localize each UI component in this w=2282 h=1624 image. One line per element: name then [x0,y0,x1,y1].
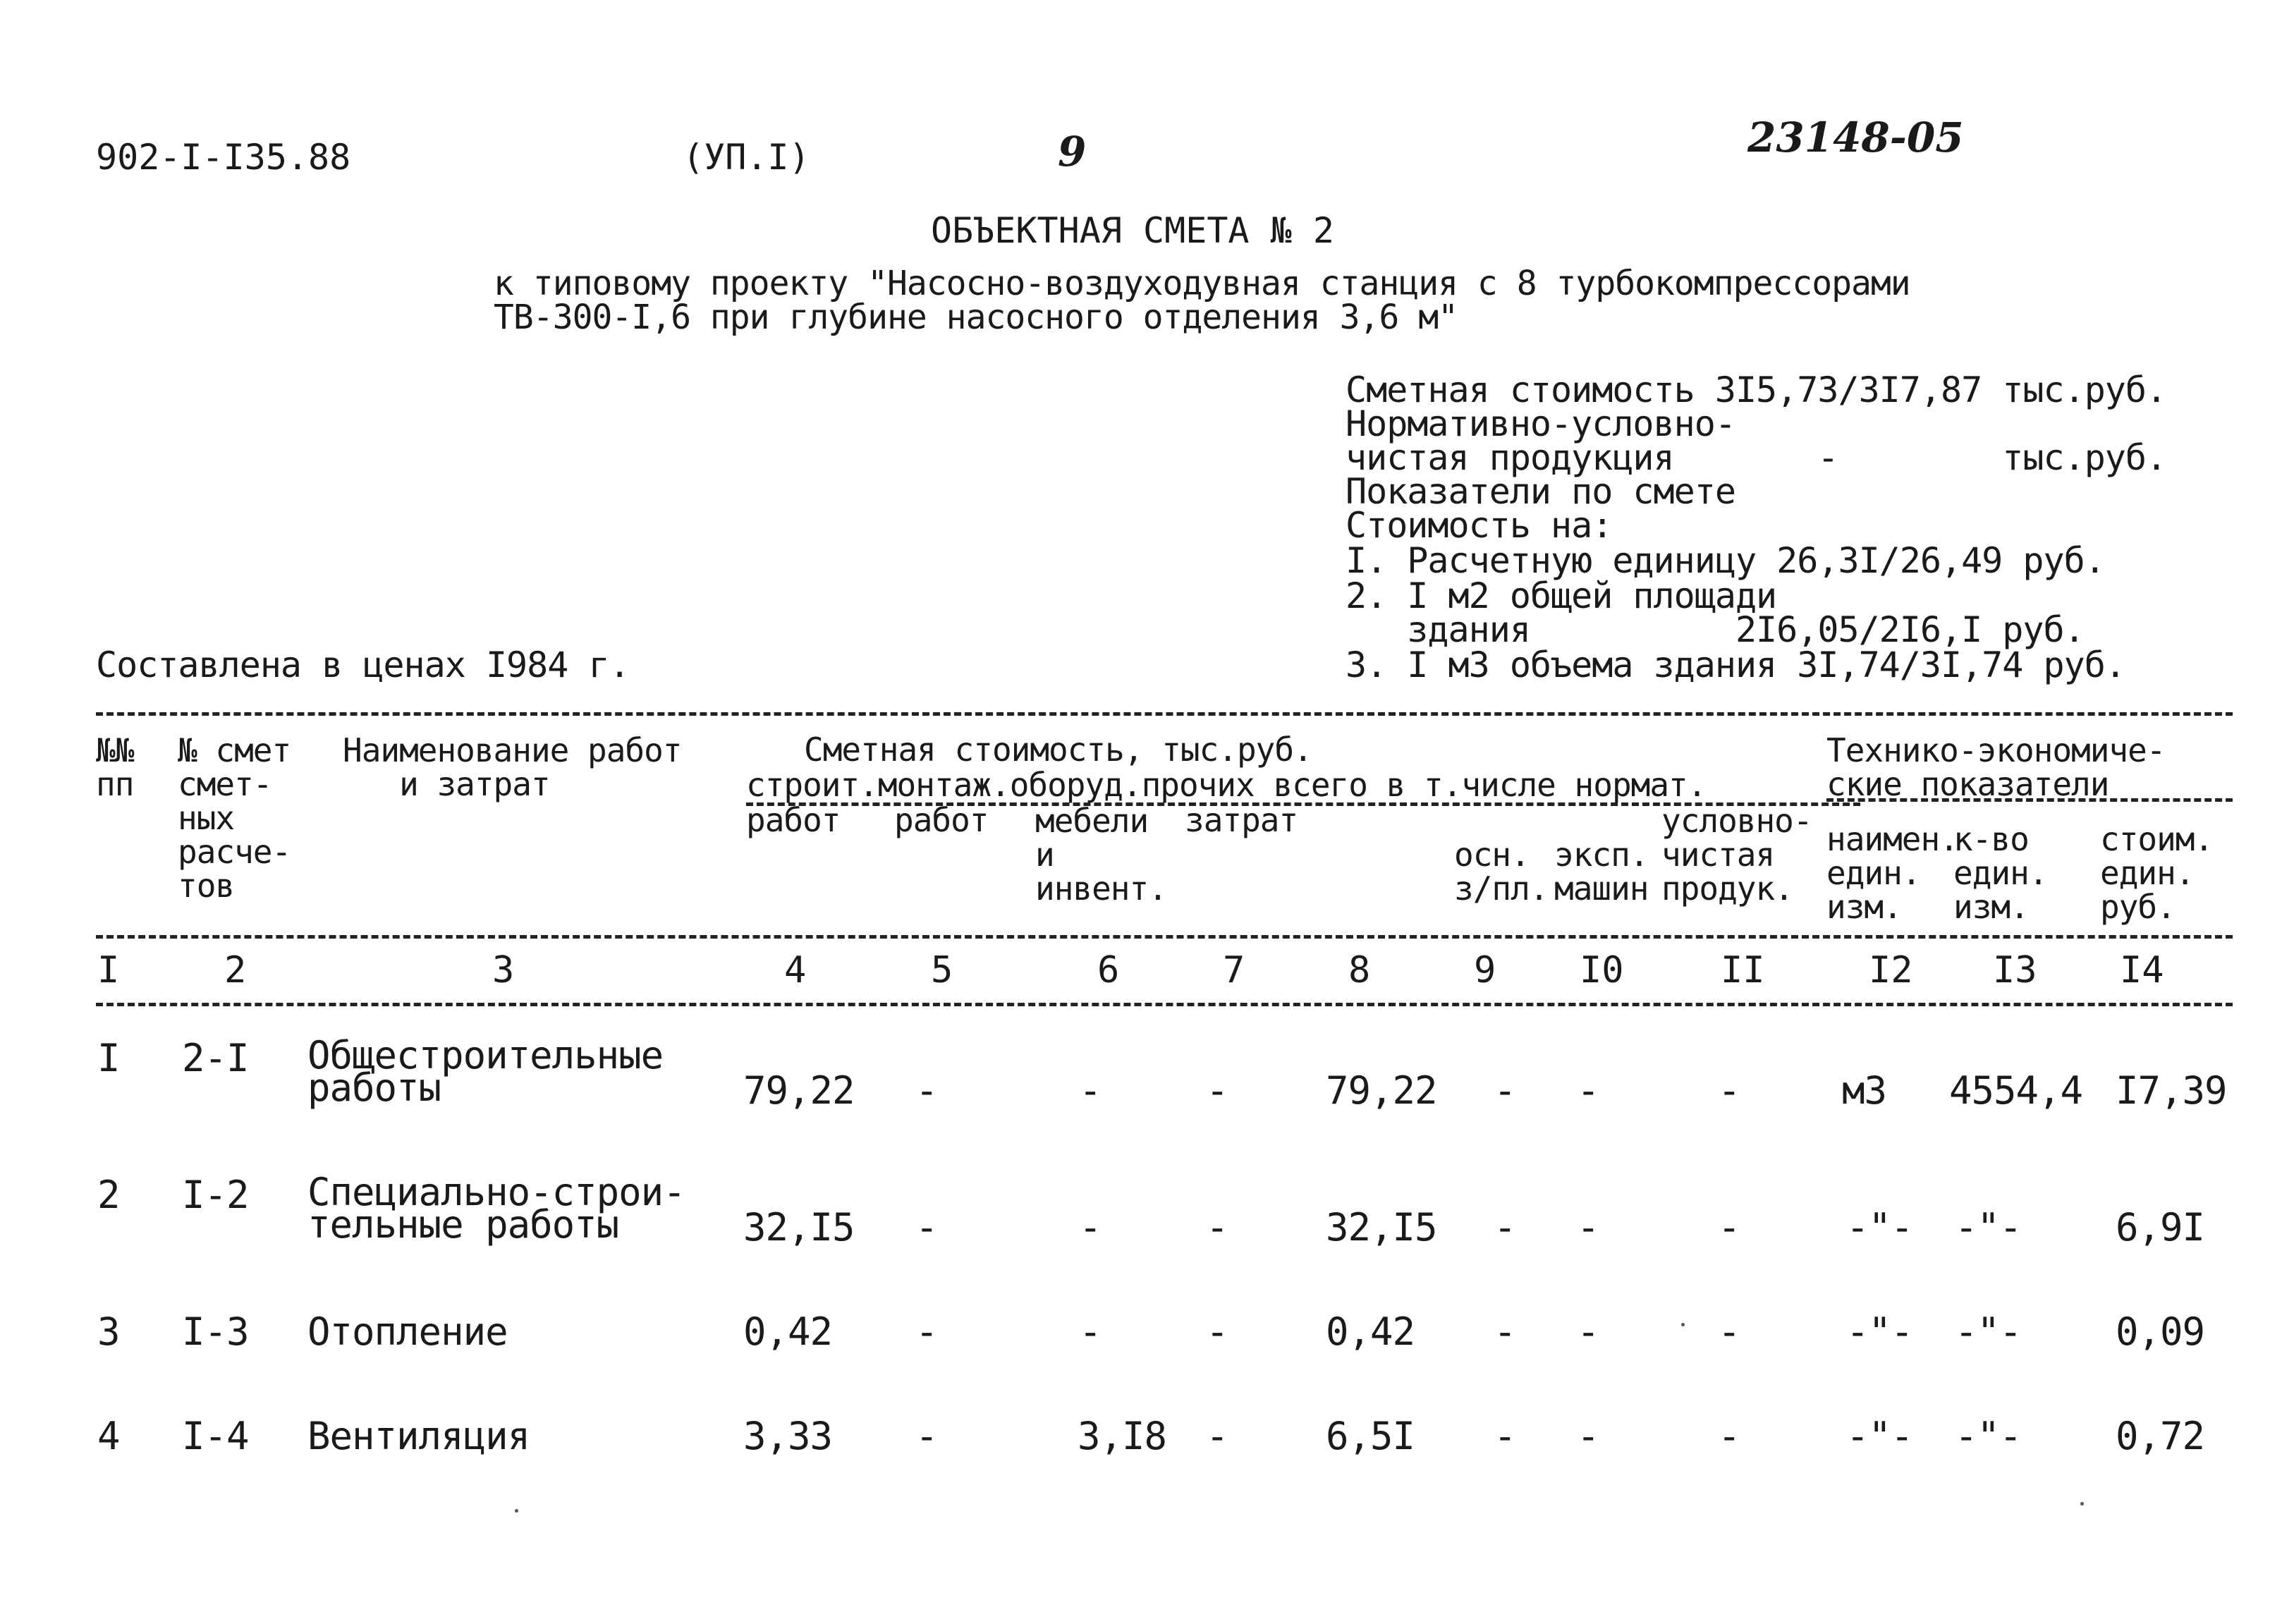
cell-total: 79,22 [1326,1068,1437,1113]
scan-speck [515,1509,518,1513]
colnum: 2 [224,949,247,991]
cell-work-name: Отопление [307,1309,508,1354]
colnum: 6 [1097,949,1120,991]
cell-qty: -"- [1955,1309,2022,1354]
cell-mount: - [915,1205,938,1250]
cell-salary: - [1494,1205,1516,1250]
colnum: I [97,949,120,991]
cell-machines: - [1577,1205,1599,1250]
net-production: чистая продукция - тыс.руб. [1346,437,2167,478]
colnum: I4 [2120,949,2164,991]
indicators-label: Показатели по смете [1346,471,1735,512]
cell-other: - [1206,1309,1228,1354]
cell-total: 0,42 [1326,1309,1415,1354]
volume-cost-line: 3. I м3 объема здания 3I,74/3I,74 руб. [1346,645,2125,685]
compiled-prices: Составлена в ценах I984 г. [96,645,630,685]
cell-salary: - [1494,1309,1516,1354]
cell-work-name: Общестроительные работы [307,1033,664,1110]
th-other-costs: затрат [1185,801,1298,839]
cell-row-number: I [97,1036,120,1080]
project-title-line-1: к типовому проекту "Насосно-воздуходувная станция с 8 турбокомпрессорами [494,264,1910,303]
colnum: I2 [1869,949,1913,991]
cell-other: - [1206,1205,1228,1250]
estimate-title: ОБЪЕКТНАЯ СМЕТА № 2 [931,210,1334,251]
cell-work-name: Вентиляция [307,1414,530,1458]
cell-work-name: Специально-строи- тельные работы [307,1170,685,1247]
th-row-number: №№ пп [96,731,134,803]
cell-unit: м3 [1842,1068,1887,1113]
cell-other: - [1206,1414,1228,1458]
cell-unit: -"- [1846,1309,1913,1354]
cell-qty: 4554,4 [1949,1068,2083,1113]
cell-total: 6,5I [1326,1414,1415,1458]
th-base-salary: осн. з/пл. [1454,836,1549,908]
colnum: 5 [931,949,953,991]
cell-row-number: 2 [97,1173,120,1217]
cell-row-number: 3 [97,1309,120,1354]
th-tech-group: Технико-экономиче- ские показатели [1826,731,2166,803]
th-equipment: мебели и инвент. [1035,802,1167,908]
cell-mount: - [915,1309,938,1354]
cell-total: 32,I5 [1326,1205,1437,1250]
cell-mount: - [915,1068,938,1113]
cell-equipment: - [1079,1309,1102,1354]
header-top-rule [96,712,2233,716]
scan-speck [2080,1502,2084,1506]
cell-net-production: - [1718,1309,1740,1354]
unit-cost-line: I. Расчетную единицу 26,3I/26,49 руб. [1346,540,2105,581]
th-machine-use: эксп. машин [1554,836,1649,908]
cell-build: 79,22 [743,1068,855,1113]
th-cost-subheader: строит.монтаж.оборуд.прочих всего в т.числе нормат. [746,766,1707,804]
normative-label: Нормативно-условно- [1346,403,1735,444]
cell-machines: - [1577,1414,1599,1458]
header-bottom-rule [96,935,2233,939]
cell-estimate-number: I-4 [182,1414,249,1458]
area-cost-line: 2. I м2 общей площади [1346,575,1777,616]
numbers-bottom-rule [96,1003,2233,1006]
cell-unit: -"- [1846,1414,1913,1458]
cell-estimate-number: I-3 [182,1309,249,1354]
cell-net-production: - [1718,1068,1740,1113]
cell-salary: - [1494,1068,1516,1113]
cell-equipment: - [1079,1205,1102,1250]
th-unit-qty: к-во един. изм. [1953,820,2048,926]
cell-build: 0,42 [743,1309,833,1354]
cell-machines: - [1577,1068,1599,1113]
th-unit-cost: стоим. един. руб. [2100,820,2214,926]
cell-qty: -"- [1955,1414,2022,1458]
archive-number: 23148-05 [1747,114,1964,161]
scan-speck [1681,1323,1685,1326]
colnum: 3 [492,949,515,991]
colnum: 8 [1348,949,1371,991]
page-number: 9 [1058,128,1087,176]
colnum: I0 [1580,949,1624,991]
th-net-production: условно- чистая продук. [1661,802,1812,908]
area-cost-value: здания 2I6,05/2I6,I руб. [1346,609,2085,650]
colnum: 9 [1474,949,1496,991]
document-code: 902-I-I35.88 [96,137,351,178]
cell-build: 32,I5 [743,1205,855,1250]
cell-build: 3,33 [743,1414,833,1458]
cell-qty: -"- [1955,1205,2022,1250]
cell-salary: - [1494,1414,1516,1458]
colnum: II [1721,949,1765,991]
th-mount-works: работ [894,801,989,839]
cell-net-production: - [1718,1414,1740,1458]
cell-equipment: - [1079,1068,1102,1113]
cell-unit: -"- [1846,1205,1913,1250]
section-number: (УП.I) [683,137,810,178]
project-title-line-2: ТВ-300-I,6 при глубине насосного отделения 3,6 м" [494,298,1458,337]
cell-equipment: 3,I8 [1078,1414,1167,1458]
colnum: I3 [1993,949,2037,991]
th-estimate-number: № смет смет- ных расче- тов [178,731,291,905]
th-build-works: работ [746,801,841,839]
cell-row-number: 4 [97,1414,120,1458]
th-work-name: Наименование работ и затрат [343,731,682,803]
cell-unit-cost: 0,72 [2116,1414,2205,1458]
cell-other: - [1206,1068,1228,1113]
cell-net-production: - [1718,1205,1740,1250]
cell-unit-cost: I7,39 [2116,1068,2227,1113]
cell-unit-cost: 0,09 [2116,1309,2205,1354]
th-unit-name: наимен. един. изм. [1826,820,1958,926]
cost-for-label: Стоимость на: [1346,505,1613,546]
colnum: 7 [1223,949,1245,991]
cell-unit-cost: 6,9I [2116,1205,2205,1250]
th-cost-group: Сметная стоимость, тыс.руб. [804,731,1312,769]
cell-estimate-number: 2-I [182,1036,249,1080]
cell-mount: - [915,1414,938,1458]
cell-machines: - [1577,1309,1599,1354]
colnum: 4 [784,949,807,991]
cell-estimate-number: I-2 [182,1173,249,1217]
estimated-cost: Сметная стоимость 3I5,73/3I7,87 тыс.руб. [1346,370,2167,410]
